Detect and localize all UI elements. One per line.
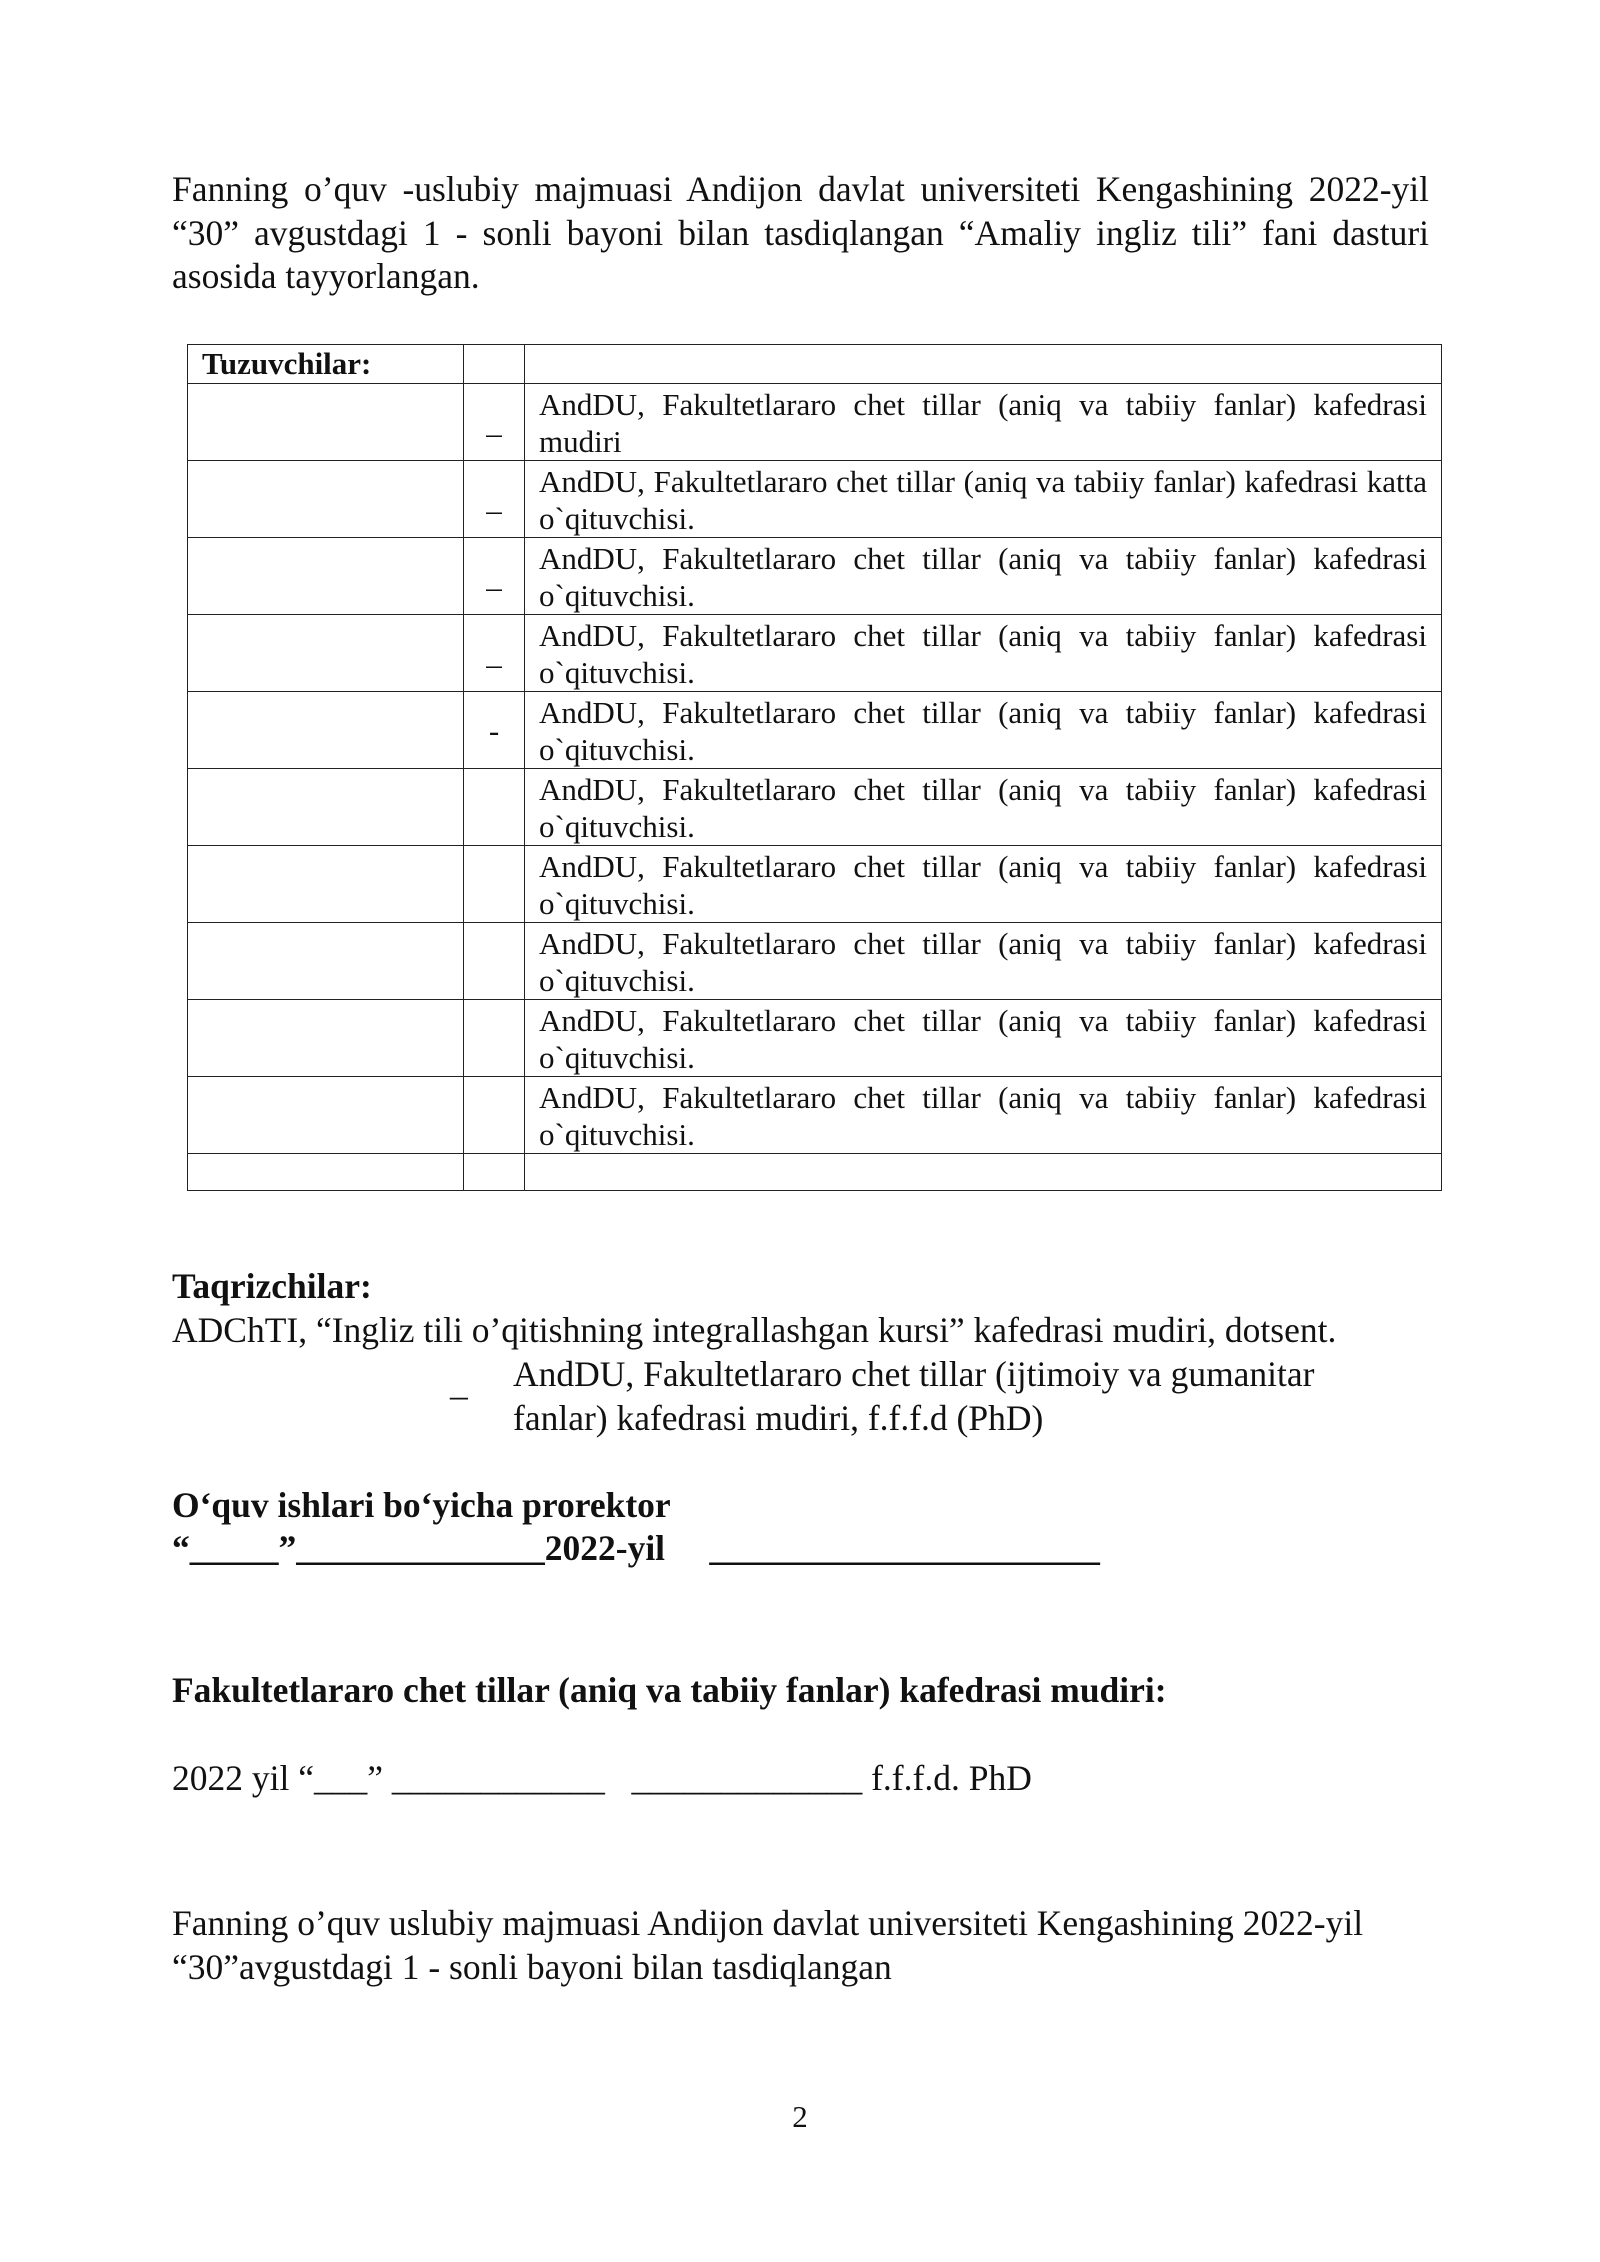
dash-cell: _: [464, 615, 525, 692]
table-row: [188, 846, 1442, 923]
dash-cell: [464, 1000, 525, 1077]
table-row: [188, 1000, 1442, 1077]
table-cell: [525, 1154, 1442, 1191]
dash-cell: _: [464, 538, 525, 615]
author-position-cell: AndDU, Fakultetlararo chet tillar (aniq va tabiiy fanlar) kafedrasi o`qituvchisi.: [525, 692, 1442, 769]
author-name-cell: [188, 538, 464, 615]
table-header-row: [188, 345, 1442, 384]
prorector-signature-line: “_____”______________2022-yil ______________________: [172, 1528, 1100, 1568]
dash-cell: _: [464, 461, 525, 538]
reviewer-2: AndDU, Fakultetlararo chet tillar (ijtimoiy va gumanitar fanlar) kafedrasi mudiri, f.f.f.d (PhD): [513, 1354, 1315, 1438]
table-row: [188, 384, 1442, 461]
dash-cell: [464, 1077, 525, 1154]
author-name-cell: [188, 692, 464, 769]
table-row: [188, 615, 1442, 692]
table-row: [188, 461, 1442, 538]
author-position-cell: AndDU, Fakultetlararo chet tillar (aniq va tabiiy fanlar) kafedrasi o`qituvchisi.: [525, 923, 1442, 1000]
table-cell: [464, 1154, 525, 1191]
author-position-cell: AndDU, Fakultetlararo chet tillar (aniq va tabiiy fanlar) kafedrasi o`qituvchisi.: [525, 846, 1442, 923]
department-head-title: Fakultetlararo chet tillar (aniq va tabiiy fanlar) kafedrasi mudiri:: [172, 1670, 1167, 1710]
author-name-cell: [188, 1000, 464, 1077]
dash-cell: [464, 923, 525, 1000]
reviewer-1: ADChTI, “Ingliz tili o’qitishning integrallashgan kursi” kafedrasi mudiri, dotsent.: [172, 1310, 1337, 1350]
author-name-cell: [188, 846, 464, 923]
table-cell: [188, 1154, 464, 1191]
prorector-title: O‘quv ishlari bo‘yicha prorektor: [172, 1485, 671, 1525]
dash-cell: [464, 769, 525, 846]
author-name-cell: [188, 1077, 464, 1154]
dash-cell: [464, 846, 525, 923]
author-position-cell: AndDU, Fakultetlararo chet tillar (aniq va tabiiy fanlar) kafedrasi o`qituvchisi.: [525, 1077, 1442, 1154]
authors-table: [187, 344, 1442, 1191]
department-head-signature-line: 2022 yil “___” ____________ _____________ f.f.f.d. PhD: [172, 1758, 1032, 1798]
author-position-cell: AndDU, Fakultetlararo chet tillar (aniq va tabiiy fanlar) kafedrasi o`qituvchisi.: [525, 615, 1442, 692]
dash-cell: _: [464, 384, 525, 461]
author-position-cell: AndDU, Fakultetlararo chet tillar (aniq va tabiiy fanlar) kafedrasi katta o`qituvchisi.: [525, 461, 1442, 538]
author-position-cell: AndDU, Fakultetlararo chet tillar (aniq va tabiiy fanlar) kafedrasi o`qituvchisi.: [525, 1000, 1442, 1077]
author-name-cell: [188, 384, 464, 461]
approval-paragraph: Fanning o’quv uslubiy majmuasi Andijon davlat universiteti Kengashining 2022-yil “30”avgustdagi 1 - sonli bayoni bilan tasdiqlangan: [172, 1903, 1364, 1987]
author-name-cell: [188, 615, 464, 692]
page-number: 2: [792, 2099, 808, 2134]
author-position-cell: AndDU, Fakultetlararo chet tillar (aniq va tabiiy fanlar) kafedrasi o`qituvchisi.: [525, 538, 1442, 615]
author-name-cell: [188, 923, 464, 1000]
table-cell: [525, 345, 1442, 384]
table-row: [188, 692, 1442, 769]
authors-header: Tuzuvchilar:: [188, 345, 464, 384]
reviewers-title: Taqrizchilar:: [172, 1266, 372, 1306]
table-cell: [464, 345, 525, 384]
table-row-empty: [188, 1154, 1442, 1191]
table-row: [188, 538, 1442, 615]
author-position-cell: AndDU, Fakultetlararo chet tillar (aniq va tabiiy fanlar) kafedrasi mudiri: [525, 384, 1442, 461]
table-row: [188, 769, 1442, 846]
intro-paragraph: Fanning o’quv -uslubiy majmuasi Andijon davlat universiteti Kengashining 2022-yil “30” avgustdagi 1 - sonli bayoni bilan tasdiqlangan “Amaliy ingliz tili” fani dasturi asosida tayyorlangan.: [172, 169, 1429, 296]
dash-cell: -: [464, 692, 525, 769]
reviewer-2-dash: _: [450, 1363, 468, 1403]
author-name-cell: [188, 769, 464, 846]
author-name-cell: [188, 461, 464, 538]
table-row: [188, 923, 1442, 1000]
table-row: [188, 1077, 1442, 1154]
author-position-cell: AndDU, Fakultetlararo chet tillar (aniq va tabiiy fanlar) kafedrasi o`qituvchisi.: [525, 769, 1442, 846]
